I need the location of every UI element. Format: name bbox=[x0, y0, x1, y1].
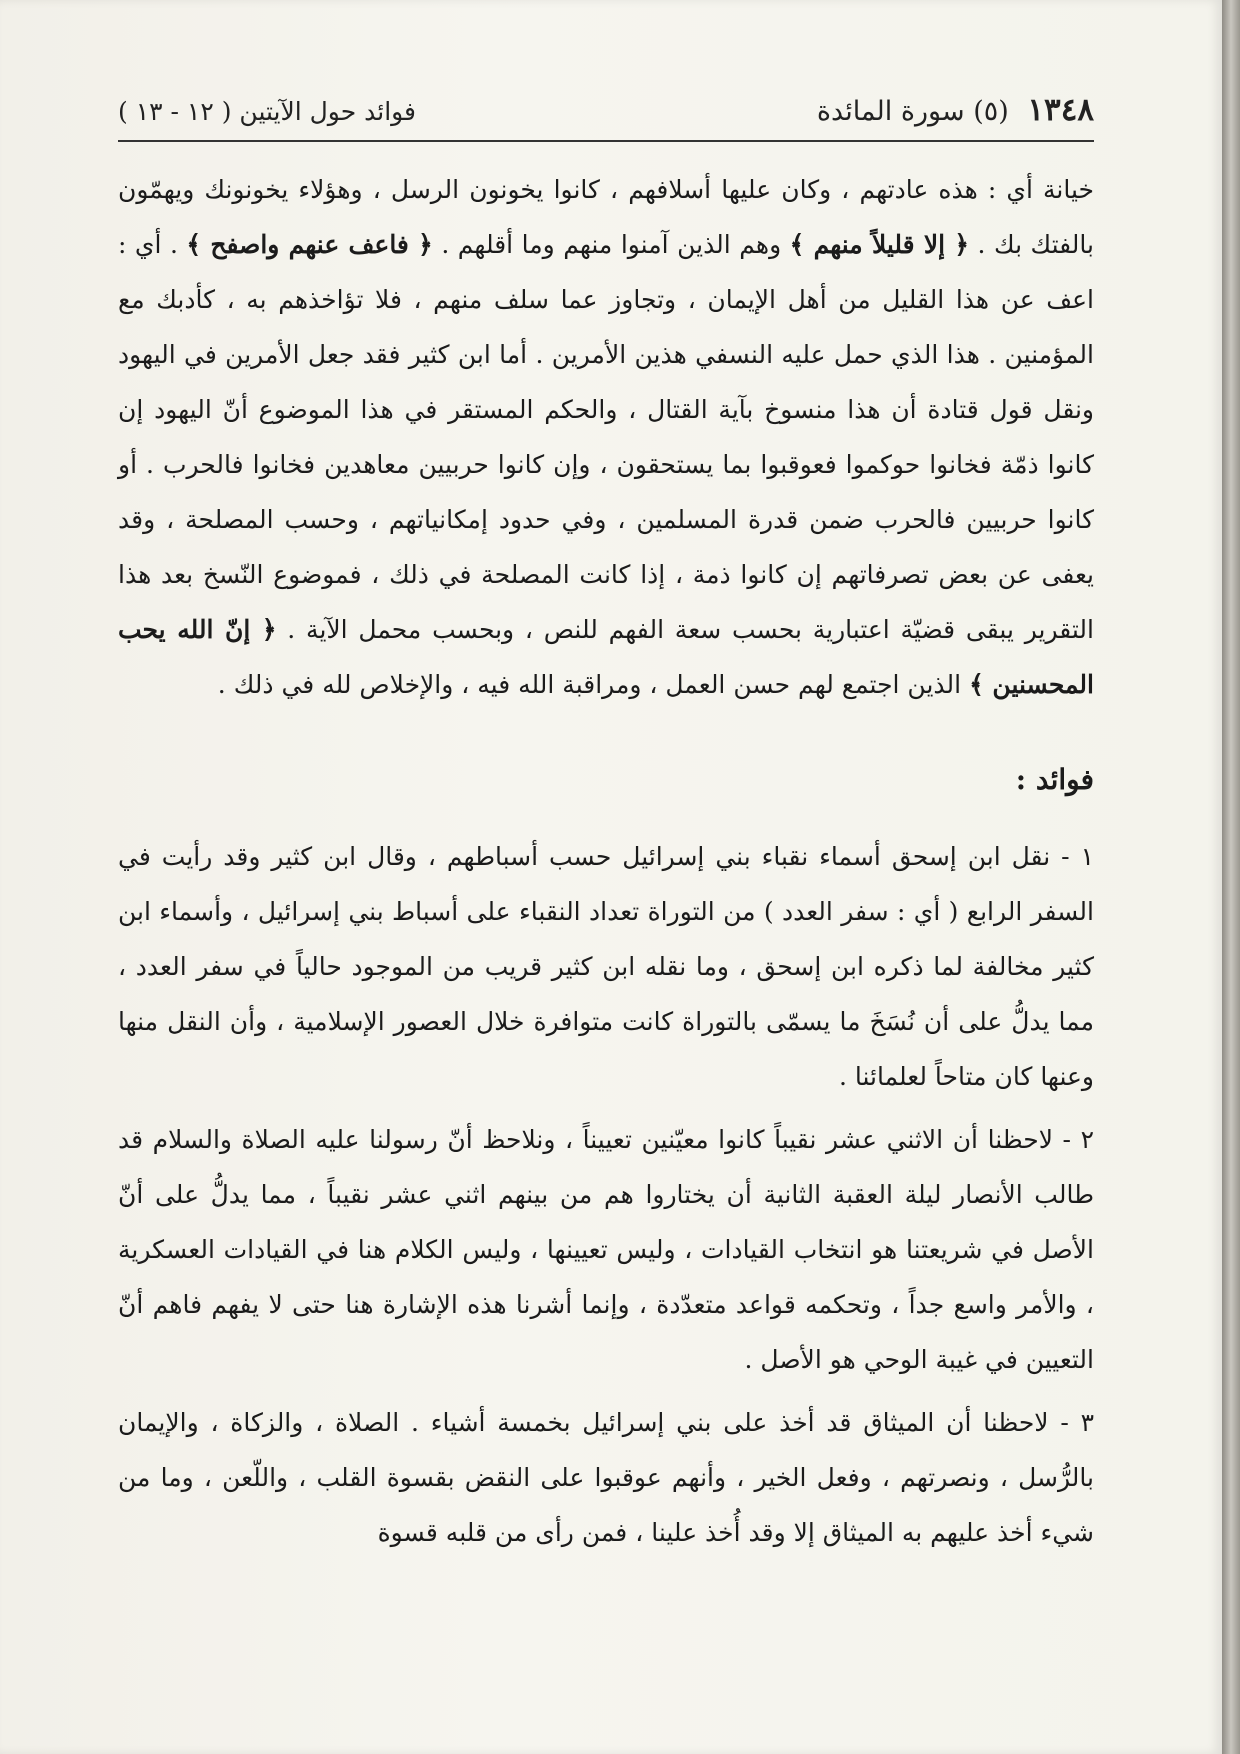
opening-paragraph bbox=[118, 162, 1094, 712]
header-right bbox=[817, 92, 1094, 128]
surah-name: (٥) سورة المائدة bbox=[816, 96, 1009, 127]
quran-quote: ﴿ فاعف عنهم واصفح ﴾ bbox=[186, 230, 433, 259]
benefit-item-1: ١ - نقل ابن إسحق أسماء نقباء بني إسرائيل حسب أسباطهم ، وقال ابن كثير وقد رأيت في السفر الرابع ( أي : سفر العدد ) من التوراة تعداد النقباء على أسباط بني إسرائيل ، وأسماء ابن كثير مخالفة لما ذكره ابن إسحق ، وما نقله ابن كثير قريب من الموجود حالياً في سفر العدد ، مما يدلُّ على أن نُسَخَ ما يسمّى بالتوراة كانت متوافرة خلال العصور الإسلامية ، وأن النقل منها وعنها كان متاحاً لعلمائنا . bbox=[118, 842, 1094, 1091]
text-segment: الذين اجتمع لهم حسن العمل ، ومراقبة الله فيه ، والإخلاص لله في ذلك . bbox=[217, 670, 962, 699]
page-content bbox=[118, 162, 1094, 1568]
book-spine-shadow bbox=[1222, 0, 1240, 1754]
running-header bbox=[118, 92, 1094, 132]
benefit-item-2: ٢ - لاحظنا أن الاثني عشر نقيباً كانوا معيّنين تعييناً ، ونلاحظ أنّ رسولنا عليه الصلاة والسلام قد طالب الأنصار ليلة العقبة الثانية أن يختاروا هم من بينهم اثني عشر نقيباً ، مما يدلُّ على أنّ الأصل في شريعتنا هو انتخاب القيادات ، وليس تعيينها ، وليس الكلام هنا في القيادات العسكرية ، والأمر واسع جداً ، وتحكمه قواعد متعدّدة ، وإنما أشرنا هذه الإشارة هنا حتى لا يفهم فاهم أنّ التعيين في غيبة الوحي هو الأصل . bbox=[118, 1125, 1094, 1374]
text-segment: . أي : اعف عن هذا القليل من أهل الإيمان ، وتجاوز عما سلف منهم ، فلا تؤاخذهم به ، كأدبك مع المؤمنين . هذا الذي حمل عليه النسفي هذين الأمرين . أما ابن كثير فقد جعل الأمرين في اليهود ونقل قول قتادة أن هذا منسوخ بآية القتال ، والحكم المستقر في هذا الموضوع أنّ اليهود إن كانوا ذمّة فخانوا حوكموا فعوقبوا بما يستحقون ، وإن كانوا حربيين معاهدين فخانوا فالحرب . أو كانوا حربيين فالحرب ضمن قدرة المسلمين ، وفي حدود إمكانياتهم ، وحسب المصلحة ، وقد يعفى عن بعض تصرفاتهم إن كانوا ذمة ، إذا كانت المصلحة في ذلك ، فموضوع النّسخ بعد هذا التقرير يبقى قضيّة اعتبارية بحسب سعة الفهم للنص ، وبحسب محمل الآية . bbox=[118, 230, 1094, 644]
text-segment: وهم الذين آمنوا منهم وما أقلهم . bbox=[441, 230, 782, 259]
page-number: ١٣٤٨ bbox=[1027, 92, 1094, 128]
benefit-item-3: ٣ - لاحظنا أن الميثاق قد أخذ على بني إسرائيل بخمسة أشياء . الصلاة ، والزكاة ، والإيمان بالرُّسل ، ونصرتهم ، وفعل الخير ، وأنهم عوقبوا على النقض بقسوة القلب ، واللّعن ، وما من شيء أخذ عليهم به الميثاق إلا وقد أُخذ علينا ، فمن رأى من قلبه قسوة bbox=[118, 1408, 1094, 1547]
header-rule bbox=[118, 140, 1094, 142]
text-segment: خيانة أي : هذه عادتهم ، وكان عليها أسلافهم ، كانوا يخونون الرسل ، وهؤلاء يخونونك ويهمّون بالفتك بك . bbox=[118, 175, 1094, 259]
quran-quote: ﴿ إنّ الله يحب المحسنين ﴾ bbox=[118, 615, 1094, 699]
benefits-heading: فوائد : bbox=[1015, 763, 1094, 796]
section-title-header: فوائد حول الآيتين ( ١٢ - ١٣ ) bbox=[118, 97, 417, 126]
quran-quote: ﴿ إلا قليلاً منهم ﴾ bbox=[789, 230, 970, 259]
